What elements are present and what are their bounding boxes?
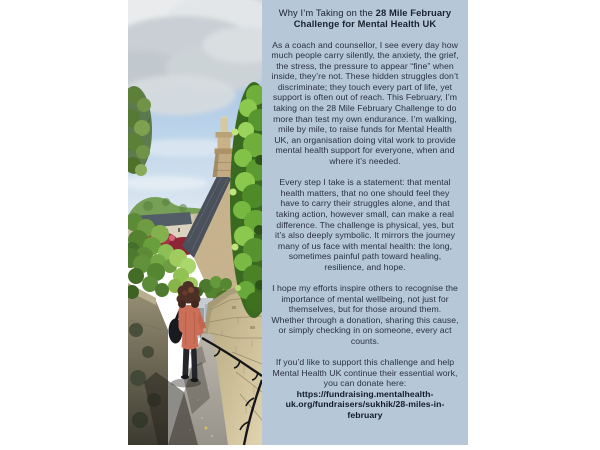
inspire-paragraph: I hope my efforts inspire others to recognise the importance of mental wellbeing, not just for themselves, but for those around them. Whether through a donation, sharing this cause, or simply checking in on someone, every act counts. bbox=[271, 282, 459, 346]
text-panel bbox=[262, 0, 468, 445]
donate-intro-text: If you’d like to support this challenge and help Mental Health UK continue their essential work, you can donate here: bbox=[272, 357, 458, 389]
donate-link[interactable]: https://fundraising.mentalhealth-uk.org/fundraisers/sukhik/28-miles-in-february bbox=[285, 388, 445, 420]
intro-paragraph: As a coach and counsellor, I see every day how much people carry silently, the anxiety, the grief, the stress, the pressure to appear “fine” when inside, they’re not. These hidden struggles don’t discriminate; they touch every part of life, yet support is often out of reach. This February, I’m taking on the 28 Mile February Challenge to do more than test my own endurance. I’m walking, mile by mile, to raise funds for Mental Health UK, an organisation doing vital work to provide mental health support for everyone, when and where it’s needed. bbox=[271, 39, 459, 167]
panel-title-bold: 28 Mile February Challenge for Mental Health UK bbox=[293, 7, 452, 29]
panel-title-regular: Why I’m Taking on the bbox=[278, 7, 376, 18]
donate-paragraph bbox=[271, 357, 459, 421]
alley-walk-photo bbox=[128, 0, 262, 445]
flyer-container bbox=[128, 0, 468, 445]
panel-title bbox=[271, 7, 459, 29]
statement-paragraph: Every step I take is a statement: that mental health matters, that no one should feel they have to carry their struggles alone, and that taking action, however small, can make a real difference. The challenge is physical, yes, but it’s also deeply symbolic. It mirrors the journey many of us face with mental health: the long, sometimes painful path toward healing, resilience, and hope. bbox=[275, 177, 455, 272]
